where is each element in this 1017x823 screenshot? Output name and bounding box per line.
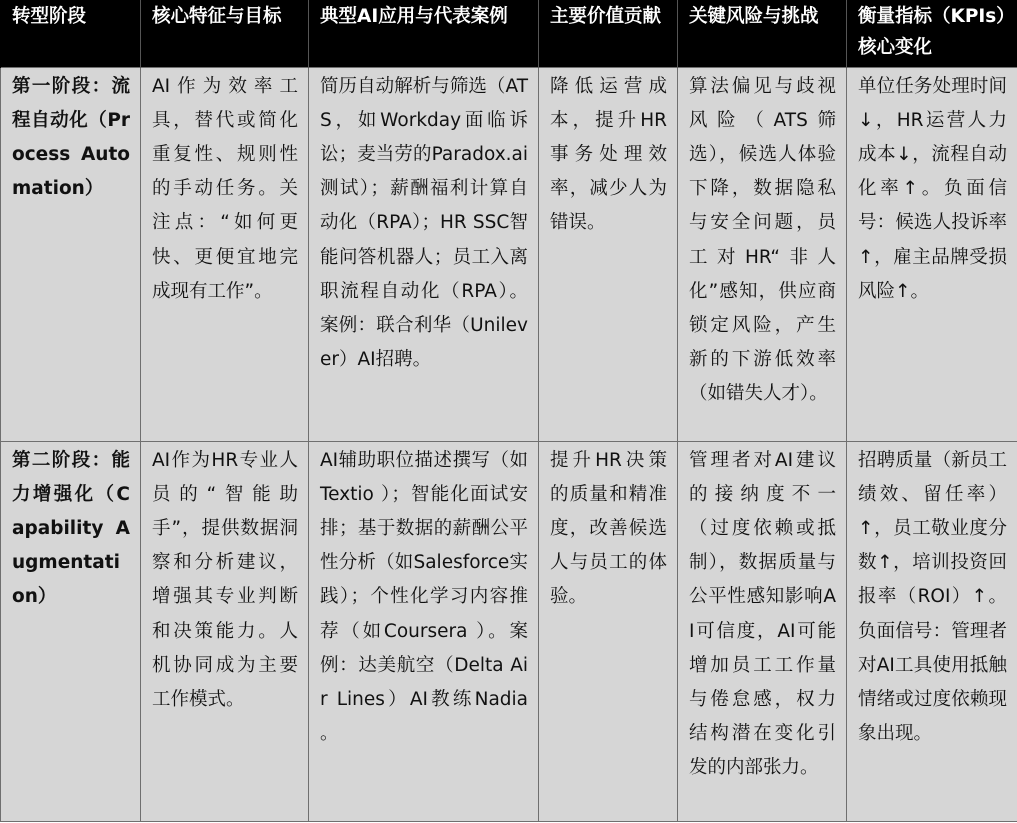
risks-cell: 算法偏见与歧视风险（ATS筛选），候选人体验下降，数据隐私与安全问题，员工对HR“非人化”感知，供应商锁定风险，产生新的下游低效率（如错失人才）。 — [678, 67, 847, 441]
risks-cell: 管理者对AI建议的接纳度不一（过度依赖或抵制），数据质量与公平性感知影响AI可信度，AI可能增加员工工作量与倦怠感，权力结构潜在变化引发的内部张力。 — [678, 441, 847, 821]
value-cell: 降低运营成本，提升HR事务处理效率，减少人为错误。 — [539, 67, 678, 441]
header-apps: 典型AI应用与代表案例 — [309, 0, 539, 67]
stage-cell: 第二阶段：能力增强化（Capability Augmentation） — [1, 441, 141, 821]
header-kpis: 衡量指标（KPIs）核心变化 — [847, 0, 1017, 67]
apps-cell: AI辅助职位描述撰写（如Textio ）；智能化面试安排；基于数据的薪酬公平性分析（如Salesforce实践）；个性化学习内容推荐（如Coursera ）。案例：达美航空（Delta Air Lines）AI教练Nadia 。 — [309, 441, 539, 821]
apps-cell: 简历自动解析与筛选（ATS，如Workday面临诉讼；麦当劳的Paradox.ai测试）；薪酬福利计算自动化（RPA）；HR SSC智能问答机器人；员工入离职流程自动化（RPA）。案例：联合利华（Unilever）AI招聘。 — [309, 67, 539, 441]
kpis-cell: 招聘质量（新员工绩效、留任率）↑，员工敬业度分数↑，培训投资回报率（ROI）↑。负面信号：管理者对AI工具使用抵触情绪或过度依赖现象出现。 — [847, 441, 1017, 821]
stage-cell: 第一阶段：流程自动化（Process Automation） — [1, 67, 141, 441]
features-cell: AI作为HR专业人员的“智能助手”，提供数据洞察和分析建议，增强其专业判断和决策能力。人机协同成为主要工作模式。 — [141, 441, 309, 821]
table-header-row — [1, 0, 1017, 67]
features-cell: AI作为效率工具，替代或简化重复性、规则性的手动任务。关注点：“如何更快、更便宜地完成现有工作”。 — [141, 67, 309, 441]
table-row — [1, 67, 1017, 441]
header-value: 主要价值贡献 — [539, 0, 678, 67]
header-features: 核心特征与目标 — [141, 0, 309, 67]
kpis-cell: 单位任务处理时间↓，HR运营人力成本↓，流程自动化率↑。负面信号：候选人投诉率↑，雇主品牌受损风险↑。 — [847, 67, 1017, 441]
header-stage: 转型阶段 — [1, 0, 141, 67]
table-row — [1, 441, 1017, 821]
value-cell: 提升HR决策的质量和精准度，改善候选人与员工的体验。 — [539, 441, 678, 821]
header-risks: 关键风险与挑战 — [678, 0, 847, 67]
